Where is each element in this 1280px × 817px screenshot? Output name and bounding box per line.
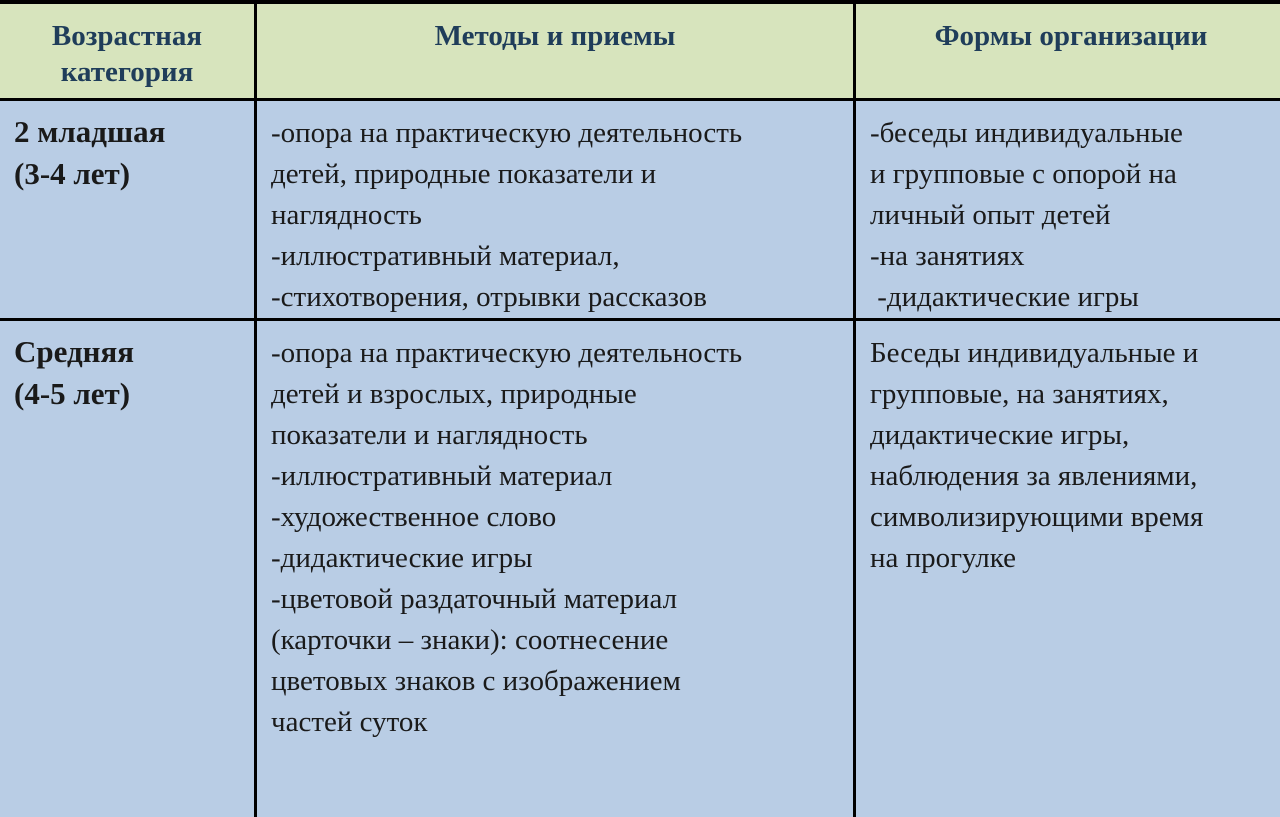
row1-methods-line: -стихотворения, отрывки рассказов [271,281,707,313]
row1-category-line2: (3-4 лет) [14,156,131,191]
row1-forms-line: личный опыт детей [870,199,1111,231]
row2-methods-line: частей суток [271,706,428,738]
row1-forms-line: -беседы индивидуальные [870,117,1183,149]
row2-methods-line: (карточки – знаки): соотнесение [271,624,669,656]
row1-methods-line: детей, природные показатели и [271,158,657,190]
row1-methods-line: -иллюстративный материал, [271,240,620,272]
header-forms-label: Формы организации [934,20,1208,52]
row2-methods-line: показатели и наглядность [271,419,588,451]
row1-category [0,101,254,318]
row2-category-line1: Средняя [14,334,135,369]
row2-forms-line: наблюдения за явлениями, [870,460,1198,492]
row2-methods-line: -цветовой раздаточный материал [271,583,678,615]
header-methods-label: Методы и приемы [434,20,676,52]
row2-forms-line: групповые, на занятиях, [870,378,1169,410]
header-age-line1: Возрастная [51,20,203,52]
row1-forms-line: -дидактические игры [870,281,1139,313]
header-methods [257,4,853,98]
row1-methods-line: наглядность [271,199,422,231]
row2-forms [856,321,1280,817]
row1-forms-line: -на занятиях [870,240,1025,272]
row2-category-line2: (4-5 лет) [14,376,131,411]
row2-forms-line: дидактические игры, [870,419,1130,451]
header-age-line2: категория [60,56,194,88]
row2-forms-line: Беседы индивидуальные и [870,337,1199,369]
row1-forms-line: и групповые с опорой на [870,158,1177,190]
row1-forms [856,101,1280,318]
row2-methods-line: -опора на практическую деятельность [271,337,743,369]
row2-methods-line: -художественное слово [271,501,557,533]
header-forms [856,4,1280,98]
header-age-category [0,4,254,98]
row2-forms-line: символизирующими время [870,501,1204,533]
row2-methods-line: цветовых знаков с изображением [271,665,681,697]
row1-methods [257,101,853,318]
row2-methods [257,321,853,817]
row2-methods-line: -иллюстративный материал [271,460,613,492]
row1-category-line1: 2 младшая [14,114,166,149]
row2-category [0,321,254,817]
row2-forms-line: на прогулке [870,542,1016,574]
row1-methods-line: -опора на практическую деятельность [271,117,743,149]
row2-methods-line: -дидактические игры [271,542,533,574]
methods-table [0,4,1280,815]
row2-methods-line: детей и взрослых, природные [271,378,637,410]
